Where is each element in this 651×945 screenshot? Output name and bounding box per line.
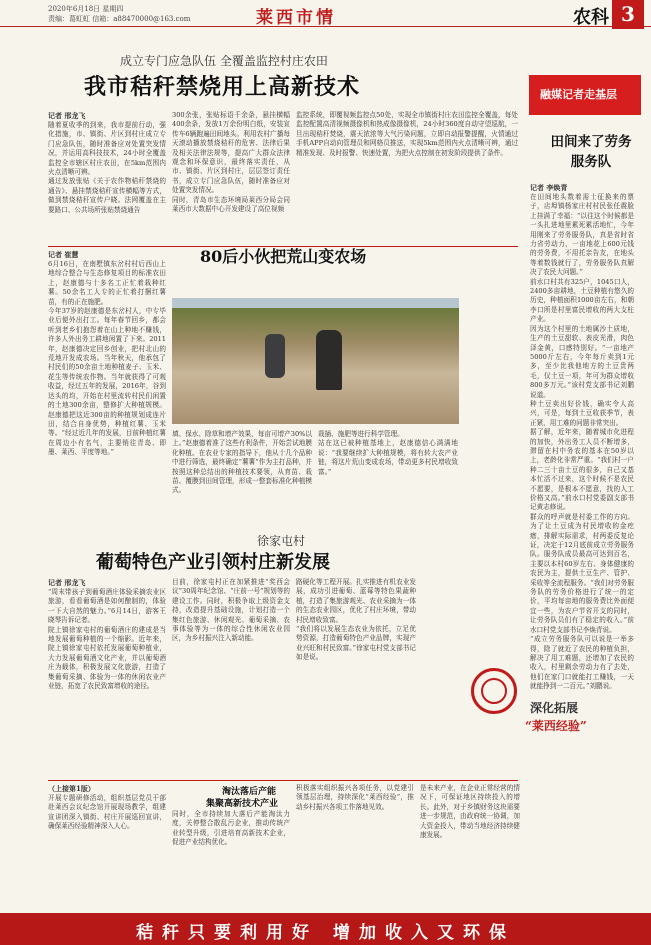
issue-date: 2020年6月18日 星期四 [48, 5, 124, 13]
service-headline: 田间来了劳务服务队 [550, 134, 632, 170]
deep-title: 深化拓展 [530, 701, 579, 715]
reporter-badge-label: 融媒记者走基层 [540, 88, 617, 101]
farm-column-1: 6月16日，在南墅镇东岔村村后西山上地综合整合与生态修复项目的标准农田上，赵康德与十多名工正忙着栽种红薯。50余名工人专的正忙着打捆红薯苗，有的正在施肥。 今年37岁的赵康德是东岔村人，中专毕业后便外出打工。每年春节回乡，都会听到老乡们抱怨着在山上种地不赚钱，许多人外出务工耕地闲置了下来。2011年，赵康德决定回乡创业，把村北山的荒地开发成农场。当年秋天，他承包了村民们的50余亩土地种植麦子、玉米、花生等传统农作物。当年就获得了可观收益，经过五年的发展，2016年，谷到达头的均，开始在村里流转村民们闲置的土地300余亩，整修扩大种植规模。赵康德把这近300亩的种植规划成连片田，结合自身优势，种植红薯、玉米等。“经过近几年的发展，目前种植红薯在周边小有名气，主要销往青岛、即墨、莱西、平度等地。” [48, 260, 166, 457]
grape-headline: 葡萄特色产业引领村庄新发展 [96, 552, 330, 573]
lead-kicker: 成立专门应急队伍 全覆盖监控村庄农田 [120, 54, 328, 68]
editor-contact: 责编：葛虹虹 信箱：a88470000@163.com [48, 15, 191, 23]
lower-column-1: 开展专题研修活动，组织基层党员干部赴莱西会议纪念馆开展现场教学，组建宣讲团深入镇街、村庄开展巡回宣讲，确保莱西经验精神深入人心。 [48, 794, 166, 831]
farm-column-2: 填、保水、除草和增产效果，每亩可增产30%以上。”赵康德着准了这些有利条件，开始尝试地膜化种植。在农业专家的指导下，他从十几个品种中进行筛选，最终确定“薯薯”作为主打品种，并按照这种总结出的种植技术要领，从育苗、栽苗、覆膜到田间管理，形成一整套标准化种植模式。 [172, 430, 312, 495]
farm-headline: 80后小伙把荒山变农场 [200, 247, 367, 266]
service-reporter: 记者 李焕青 [530, 183, 568, 192]
grape-column-2: 目前，徐家屯村正在加紧推进“奖西会议”30周年纪念馆、“庄前一号”规划等的建设工作。同时，积极争取上级资金支持，改造提升基础设施，计划打造一个集红色旅游、休闲观光、葡萄采摘、农事体验等为一体的综合性休闲农业园区，为乡村振兴注入新动能。 [172, 578, 290, 643]
lower-column-2: 同时，全市持续加大落后产能淘汰力度，关停整合散乱污企业，推动传统产业转型升级，引进培育高新技术企业，促进产业结构优化。 [172, 810, 290, 847]
farmer-figure [316, 330, 342, 390]
footer-slogan: 秸秆只要利用好 增加收入又环保 [136, 923, 515, 943]
page-number: 3 [612, 0, 644, 29]
section-name: 农科 [573, 7, 609, 28]
lower-column-3: 积极落实组织振兴各项任务，以党建引领基层治理，持续深化“莱西经验”，推动乡村振兴各项工作落地见效。 [296, 784, 414, 811]
farm-column-3: 栽插、施肥等进行科学管理。 站在这已被种植基地上，赵康德信心满满地说：“我要继续扩大种植规模，将有转大农产业链，将这片荒山变成农场，带动更多村民增收致富。” [318, 430, 458, 476]
masthead: 莱西市情 [256, 8, 336, 28]
lead-headline: 我市秸秆禁烧用上高新技术 [84, 74, 361, 100]
target-icon-inner [481, 678, 507, 704]
grape-reporter: 记者 邢龙飞 [48, 578, 86, 587]
deep-subtitle: “莱西经验” [525, 719, 587, 733]
grape-column-1: “周末带孩子到葡萄酒庄体验采摘农业区旅游，看看葡萄酒是如何酿制的，体验一下大自然的魅力。”6月14日，游客王晓琴告诉记者。 院上镇徐家屯村的葡萄酒庄的建成是当地发展葡萄种植的一个缩影。近年来，院上镇徐家屯村依托发展葡萄种植业，大力发展葡萄酒文化产业，并以葡萄酒庄为载体，积极发展文化旅游，打造了集葡萄采摘、体验为一体的休闲农业产业链，拓宽了农民致富增收的途径。 [48, 588, 166, 691]
worker-figure [265, 334, 285, 378]
lead-column-2: 300余张，张贴标语千余条，悬挂横幅400余条，发放1万余份明白纸，安装宣传车6辆跑遍田间地头。利用农村广播每天滚动播放禁烧秸秆的危害、法律后果及相关法律法规等，提高广大群众法律观念和环保意识，最终落实责任，从市、镇街、片区到村庄，层层签订责任书，成立专门应急队伍，随时准备应对处置突发情况。 同时，青岛市生态环境局莱西分局会同莱西市大数据中心开发建设了高位视频 [172, 111, 290, 214]
grape-column-3: 路硬化等工程开展。扎实推进有机农业发展，成功引进葡萄、蓝莓等特色果蔬种植，打造了集旅游观光、农业采摘为一体的生态农业园区，优化了村庄环境，带动村民增收致富。 “我们将以发展生态农业为依托，立足优势资源，打造葡萄特色产业品牌，实现产业兴旺和村民致富。”徐家屯村党支部书记如是说。 [296, 578, 416, 662]
farm-reporter: 记者 崔慧 [48, 250, 79, 259]
lead-column-3: 监控系统，即覆视频监控点50处，实现全市镇街村庄农田监控全覆盖，每处监控配置高清视频摄像机和热成像摄像机，24小时360度自动守望巡航，一旦出现秸秆焚烧，震天浓浓等大气污染问题，立即自动报警提醒，火情通过手机APP自动向管理员和网格员推送，实现5km范围内火点清晰可辨，通过精准发现、及时报警、快速处置，为把火点控制在初发阶段提供了条件。 [296, 111, 518, 157]
lead-column-1: 随着夏收季的到来，我市提前行动，强化措施，市、镇街、片区到村庄成立专门应急队伍，随时准备应对处置突发情况，并运用高科技技术，24小时全覆盖监控全市辖区村庄农田，在5km范围内火点清晰可辨。 通过发放张贴《关于农作物秸秆禁烧的通告》、悬挂禁烧秸秆宣传横幅等方式，做到禁烧秸秆宣传户晓。法网覆盖在主要路口、公共场所张贴禁烧通告 [48, 121, 166, 214]
continued-note: （上接第1版） [48, 784, 95, 793]
service-body: 在田间地头数着需士征换来的票子，店埠镇杨家庄村村民张任震脸上挂满了幸福：“以往这个时候都是一头扎进地里累死累活地忙，今年用刚来了劳务服务队，真是省时省力省劳动力，一亩地花上600元钱的劳务费，不用托亲告友，在地头等着数钱就行了，劳务服务队真解决了农民大问题。” 前水口村共有325户，1045口人，2400多亩耕地，土豆种植有悠久的历史，种植面积1000亩左右，和朝李口所是村里富民增收的两大支柱产业。 因为这个村里的土地属沙土质地，生产的土豆甜软、表皮光滑，肉色泽金黄，口感特别好。“一亩地产5000斤左右，今年每斤卖到1元多，至少比我他地方的土豆贵两毛，仅土豆一项，年可为群众增收800多万元。”该村党支部书记刘鹏说道。 种土豆卖出好价钱，确实令人高兴，可是，每到土豆收获季节，表正紧，用工难的问题非常突出。 据了解，近年来，随着城市化进程的加快，外出务工人员不断增多，滞留在村中务农的基本在50岁以上，老龄化非常严重。“我们村一户种二三十亩土豆的很多，自己又基本忙活不过来，这个时候不是农民不愿要，是根本不愿意，找的人工价格又高。”前水口村党委副支部书记黄志修说。 群众的呼声就是村委工作的方向。为了让土豆成为村民增收的金疙瘩，排解实际需求，村两委反复论证，决定于12月底前成立劳务服务队。服务队成员最高可达到百名，主要以本村60岁左右、身体健康的农民为主，提供土豆生产、管护、采收等全流程服务。“我们对劳务服务队的劳务价格进行了统一的定价，平均每亩地的服务费比外面便宜一些，为农户节省开支的同时，让劳务队员们有了稳定的收入。”前水口村党支部书记李焕青说。 “成立劳务服务队可以说是一举多得，除了就近了农民的种植负担，解决了用工难题，还增加了农民的收入，村里剩余劳动力有了去处，他们在家门口就能打工赚钱，一天就能挣到一二百元。”刘鹏说。 [530, 193, 634, 691]
lower-box-subtitle: 集聚高新技术产业 [206, 799, 279, 809]
lower-box-title: 淘汰落后产能 [222, 787, 277, 797]
lead-reporter: 记者 邢龙飞 [48, 111, 86, 120]
lower-divider [48, 780, 518, 781]
grape-kicker: 徐家屯村 [257, 534, 306, 548]
lower-column-4: 是未来产业，在企业正常经营的情况下，可保证地区持续投入的增长。此外，对于乡镇财务这块需要进一步规范，由政府统一协调，加大资金投入，带动当地经济持续健康发展。 [420, 784, 520, 840]
